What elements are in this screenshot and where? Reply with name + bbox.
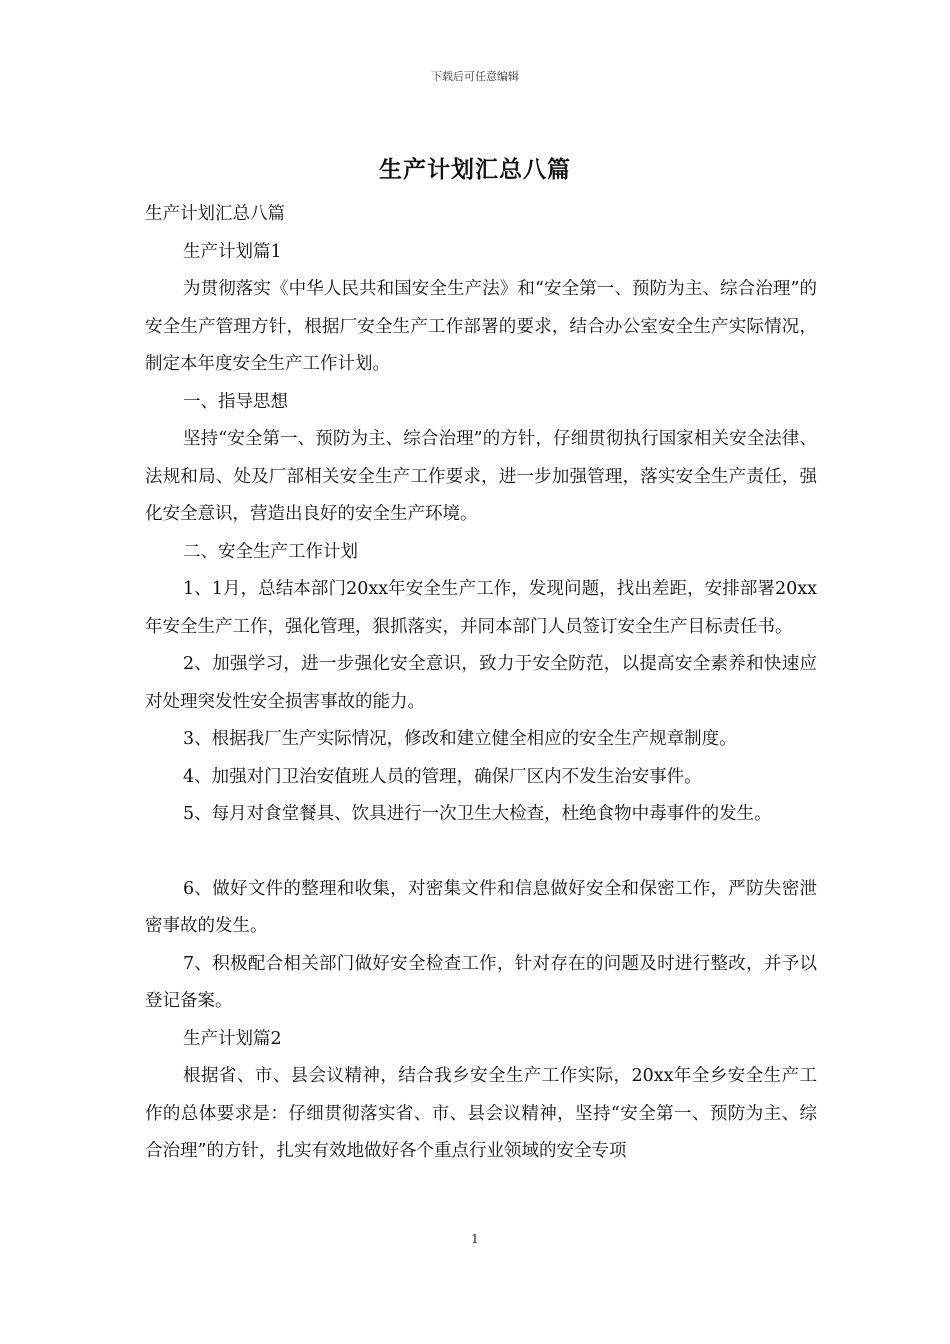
section-heading-guiding-thought: 一、指导思想	[183, 391, 288, 412]
list-item: 2、加强学习，进一步强化安全意识，致力于安全防范，以提高安全素养和快速应对处理突发性安全损害事故的能力。	[145, 654, 817, 712]
document-title: 生产计划汇总八篇	[379, 156, 571, 183]
list-item: 6、做好文件的整理和收集，对密集文件和信息做好安全和保密工作，严防失密泄密事故的发生。	[145, 878, 817, 936]
section-heading-plan-2: 生产计划篇2	[183, 1028, 282, 1049]
body-paragraph: 为贯彻落实《中华人民共和国安全生产法》和“安全第一、预防为主、综合治理”的安全生产管理方针，根据厂安全生产工作部署的要求，结合办公室安全生产实际情况，制定本年度安全生产工作计划。	[145, 279, 817, 374]
list-item: 3、根据我厂生产实际情况，修改和建立健全相应的安全生产规章制度。	[183, 729, 737, 749]
section-heading-plan-1: 生产计划篇1	[183, 241, 282, 262]
page-number: 1	[471, 1232, 479, 1246]
body-paragraph: 根据省、市、县会议精神，结合我乡安全生产工作实际，20xx年全乡安全生产工作的总体要求是：仔细贯彻落实省、市、县会议精神，坚持“安全第一、预防为主、综合治理”的方针，扎实有效地做好各个重点行业领域的安全专项	[145, 1066, 817, 1161]
section-heading-work-plan: 二、安全生产工作计划	[183, 541, 358, 562]
list-item: 1、1月，总结本部门20xx年安全生产工作，发现问题，找出差距，安排部署20xx年安全生产工作，强化管理，狠抓落实，并同本部门人员签订安全生产目标责任书。	[145, 579, 817, 637]
list-item: 7、积极配合相关部门做好安全检查工作，针对存在的问题及时进行整改，并予以登记备案。	[145, 953, 817, 1011]
document-body	[145, 196, 817, 1171]
subtitle-paragraph: 生产计划汇总八篇	[145, 204, 285, 224]
header-note: 下载后可任意编辑	[431, 70, 519, 83]
body-paragraph: 坚持“安全第一、预防为主、综合治理”的方针，仔细贯彻执行国家相关安全法律、法规和局、处及厂部相关安全生产工作要求，进一步加强管理，落实安全生产责任，强化安全意识，营造出良好的安全生产环境。	[145, 429, 817, 524]
list-item: 4、加强对门卫治安值班人员的管理，确保厂区内不发生治安事件。	[183, 766, 702, 787]
list-item: 5、每月对食堂餐具、饮具进行一次卫生大检查，杜绝食物中毒事件的发生。	[183, 804, 772, 824]
